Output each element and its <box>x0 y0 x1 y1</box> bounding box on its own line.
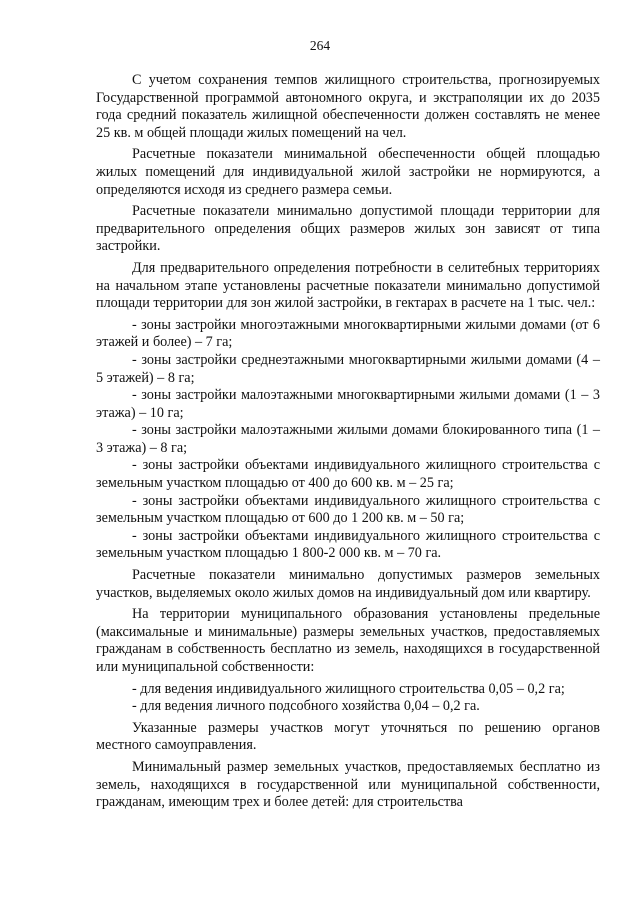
list-item: - зоны застройки объектами индивидуального жилищного строительства с земельным участком площадью 1 800-2 000 кв. м – 70 га. <box>96 527 600 562</box>
paragraph-residential-zones-intro: Для предварительного определения потребности в селитебных территориях на начальном этапе установлены расчетные показатели минимально допустимой площади территории для зон жилой застройки, в гектарах в расчете на 1 тыс. чел.: <box>96 259 600 312</box>
paragraph-individual-housing: Расчетные показатели минимальной обеспеченности общей площадью жилых помещений для индивидуальной жилой застройки не нормируются, а определяются исходя из среднего размера семьи. <box>96 146 600 198</box>
page-body <box>96 72 600 812</box>
paragraph-municipal-limits: На территории муниципального образования установлены предельные (максимальные и минимальные) размеры земельных участков, предоставляемых гражданам в собственность бесплатно из земель, находящихся в государственной или муниципальной собственности: <box>96 606 600 675</box>
paragraph-local-authority: Указанные размеры участков могут уточняться по решению органов местного самоуправления. <box>96 719 600 754</box>
list-item: - зоны застройки объектами индивидуального жилищного строительства с земельным участком площадью от 600 до 1 200 кв. м – 50 га; <box>96 492 600 527</box>
paragraph-plot-sizes: Расчетные показатели минимально допустимых размеров земельных участков, выделяемых около жилых домов на индивидуальный дом или квартиру. <box>96 567 600 601</box>
list-item: - зоны застройки многоэтажными многоквартирными жилыми домами (от 6 этажей и более) – 7 га; <box>96 316 600 351</box>
list-item: - для ведения личного подсобного хозяйства 0,04 – 0,2 га. <box>132 698 480 715</box>
list-item: - зоны застройки объектами индивидуального жилищного строительства с земельным участком площадью от 400 до 600 кв. м – 25 га; <box>96 457 600 492</box>
list-item: - зоны застройки малоэтажными жилыми домами блокированного типа (1 – 3 этажа) – 8 га; <box>96 422 600 456</box>
paragraph-territory-area: Расчетные показатели минимально допустимой площади территории для предварительного определения общих размеров жилых зон зависят от типа застройки. <box>96 203 600 255</box>
page-number: 264 <box>309 38 331 53</box>
paragraph-housing-provision: С учетом сохранения темпов жилищного строительства, прогнозируемых Государственной программой автономного округа, и экстраполяции их до 2035 года средний показатель жилищной обеспеченности должен составлять не менее 25 кв. м общей площади жилых помещений на чел. <box>96 72 600 141</box>
list-item: - для ведения индивидуального жилищного строительства 0,05 – 0,2 га; <box>132 680 565 697</box>
paragraph-large-families: Минимальный размер земельных участков, предоставляемых бесплатно из земель, находящихся в государственной или муниципальной собственности, гражданам, имеющим трех и более детей: для строительства <box>96 758 600 811</box>
list-item: - зоны застройки малоэтажными многоквартирными жилыми домами (1 – 3 этажа) – 10 га; <box>96 387 600 421</box>
list-item: - зоны застройки среднеэтажными многоквартирными жилыми домами (4 – 5 этажей) – 8 га; <box>96 351 600 386</box>
